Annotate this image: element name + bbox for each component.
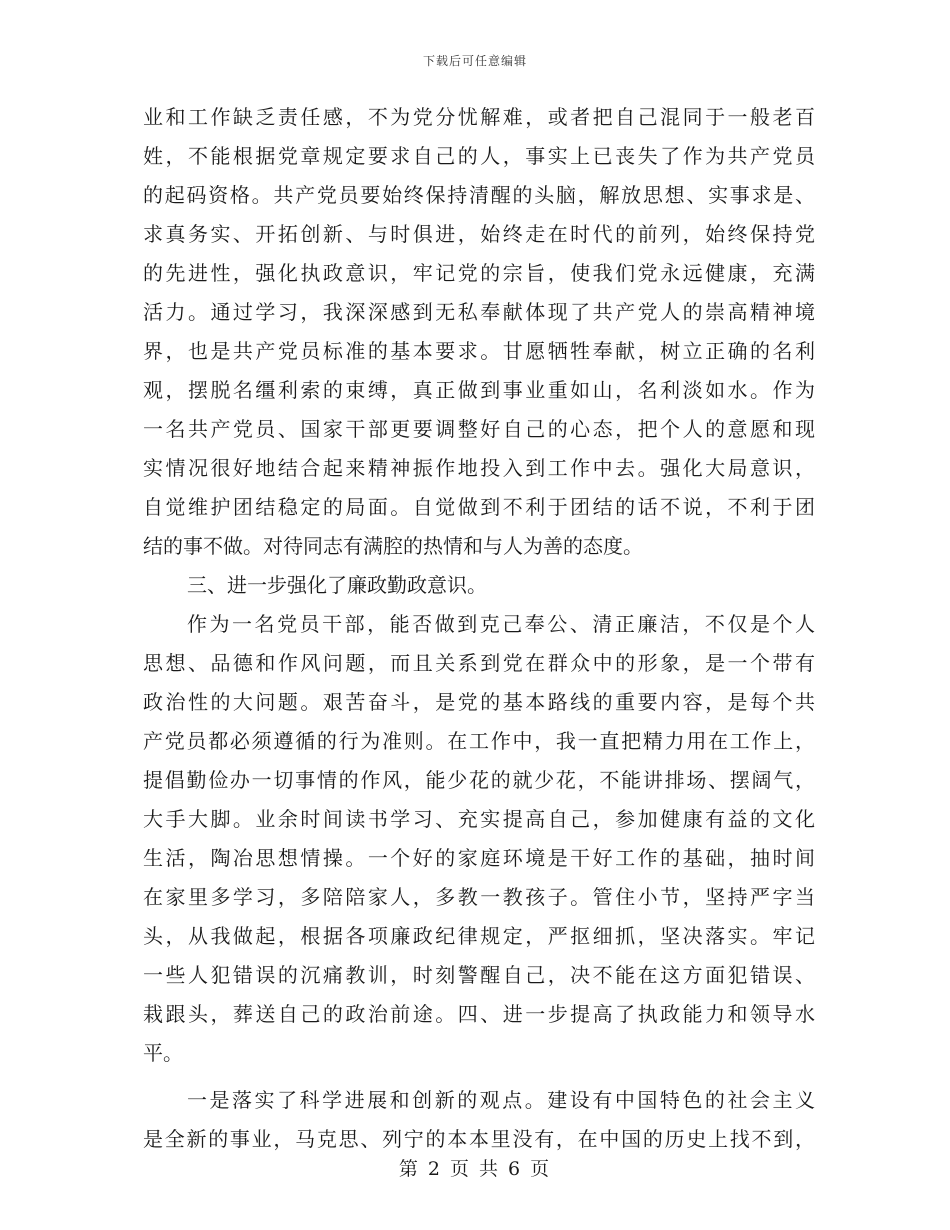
text-line: 生活，陶冶思想情操。一个好的家庭环境是干好工作的基础，抽时间 (143, 846, 815, 870)
text-line: 提倡勤俭办一切事情的作风，能少花的就少花，不能讲排场、摆阔气， (143, 768, 815, 792)
text-line: 在家里多学习，多陪陪家人，多教一教孩子。管住小节，坚持严字当 (143, 885, 815, 909)
text-line: 结的事不做。对待同志有满腔的热情和与人为善的态度。 (143, 534, 643, 558)
text-line: 的先进性，强化执政意识，牢记党的宗旨，使我们党永远健康，充满 (143, 261, 815, 285)
text-line: 自觉维护团结稳定的局面。自觉做到不利于团结的话不说，不利于团 (143, 495, 815, 519)
text-line: 业和工作缺乏责任感，不为党分忧解难，或者把自己混同于一般老百 (143, 105, 815, 129)
text-line: 头，从我做起，根据各项廉政纪律规定，严抠细抓，坚决落实。牢记 (143, 924, 815, 948)
paragraph-first-line: 一是落实了科学进展和创新的观点。建设有中国特色的社会主义 (187, 1088, 815, 1112)
text-line: 栽跟头，葬送自己的政治前途。四、进一步提高了执政能力和领导水 (143, 1002, 815, 1026)
text-line: 平。 (143, 1041, 183, 1065)
text-line: 一些人犯错误的沉痛教训，时刻警醒自己，决不能在这方面犯错误、 (143, 963, 815, 987)
text-line: 活力。通过学习，我深深感到无私奉献体现了共产党人的崇高精神境 (143, 300, 815, 324)
text-line: 实情况很好地结合起来精神振作地投入到工作中去。强化大局意识， (143, 456, 815, 480)
text-line: 观，摆脱名缰利索的束缚，真正做到事业重如山，名利淡如水。作为 (143, 378, 815, 402)
text-line: 界，也是共产党员标准的基本要求。甘愿牺牲奉献，树立正确的名利 (143, 339, 815, 363)
text-line: 产党员都必须遵循的行为准则。在工作中，我一直把精力用在工作上， (143, 729, 815, 753)
text-line: 一名共产党员、国家干部更要调整好自己的心态，把个人的意愿和现 (143, 417, 815, 441)
text-line: 的起码资格。共产党员要始终保持清醒的头脑，解放思想、实事求是、 (143, 183, 815, 207)
document-body (143, 98, 815, 1159)
page-header: 下载后可任意编辑 (422, 54, 527, 68)
text-line: 姓，不能根据党章规定要求自己的人，事实上已丧失了作为共产党员 (143, 144, 815, 168)
text-line: 大手大脚。业余时间读书学习、充实提高自己，参加健康有益的文化 (143, 807, 815, 831)
text-line: 是全新的事业，马克思、列宁的本本里没有，在中国的历史上找不到， (143, 1127, 815, 1151)
text-line: 思想、品德和作风问题，而且关系到党在群众中的形象，是一个带有 (143, 651, 815, 675)
page-number: 第 2 页 共 6 页 (398, 1158, 552, 1180)
text-line: 求真务实、开拓创新、与时俱进，始终走在时代的前列，始终保持党 (143, 222, 815, 246)
section-heading: 三、进一步强化了廉政勤政意识。 (187, 573, 487, 597)
text-line: 政治性的大问题。艰苦奋斗，是党的基本路线的重要内容，是每个共 (143, 690, 815, 714)
paragraph-first-line: 作为一名党员干部，能否做到克己奉公、清正廉洁，不仅是个人 (187, 612, 815, 636)
